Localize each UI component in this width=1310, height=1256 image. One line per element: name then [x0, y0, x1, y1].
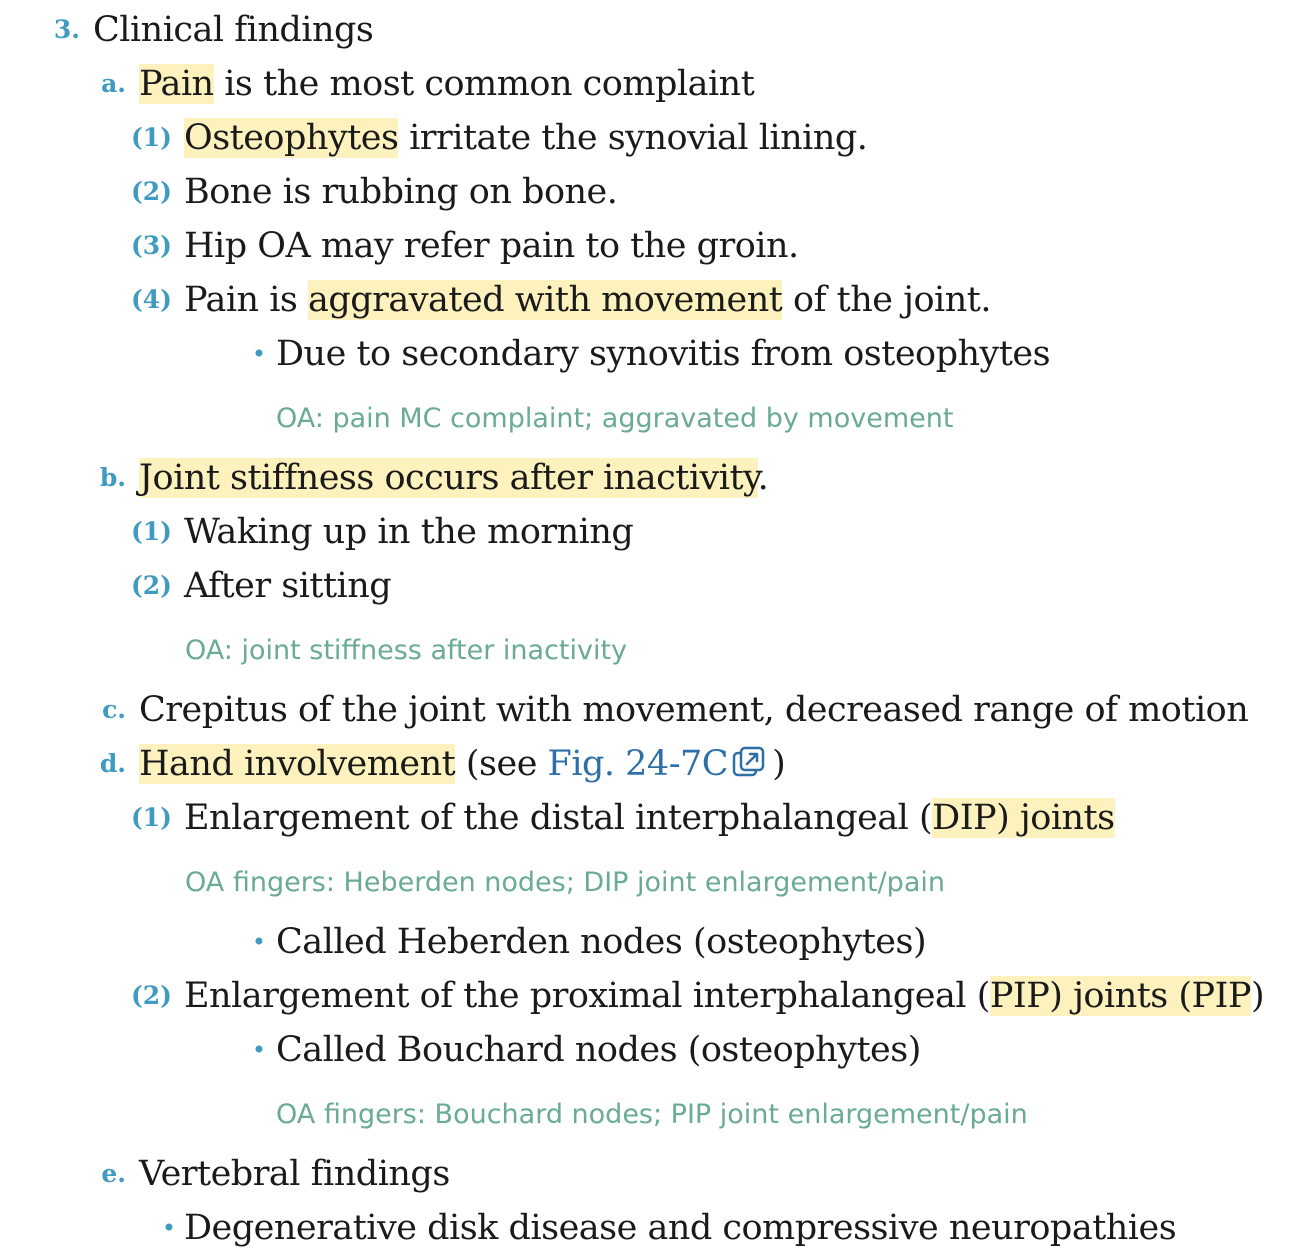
item-text: Crepitus of the joint with movement, decreased range of motion: [139, 690, 1249, 730]
item-marker: c.: [102, 695, 126, 724]
external-link-icon[interactable]: [732, 742, 766, 792]
highlight: Hand involvement: [139, 744, 456, 784]
sub-marker: (2): [130, 177, 172, 206]
bullet-icon: •: [251, 340, 266, 368]
item-marker: d.: [99, 749, 126, 778]
bullet-text: Due to secondary synovitis from osteophytes: [276, 334, 1051, 374]
item-text: Vertebral findings: [139, 1154, 450, 1194]
item-text: Hand involvement (see Fig. 24-7C ): [139, 739, 785, 792]
sub-text: Bone is rubbing on bone.: [184, 172, 618, 212]
sub-marker: (2): [130, 981, 172, 1010]
highlight: Joint stiffness occurs after inactivity: [139, 458, 758, 498]
sub-text: Hip OA may refer pain to the groin.: [184, 226, 799, 266]
bullet-icon: •: [251, 1036, 266, 1064]
highlight: Osteophytes: [184, 118, 399, 158]
bullet-text: Called Heberden nodes (osteophytes): [276, 922, 927, 962]
item-text: Pain is the most common complaint: [139, 64, 755, 104]
sub-marker: (2): [130, 571, 172, 600]
item-marker: b.: [99, 463, 126, 492]
sub-marker: (4): [130, 285, 172, 314]
sub-text: Enlargement of the distal interphalangeal (DIP) joints: [184, 798, 1115, 838]
sub-marker: (1): [130, 123, 172, 152]
section-title: Clinical findings: [93, 10, 374, 50]
figure-link[interactable]: Fig. 24-7C: [547, 744, 729, 784]
bullet-text: Called Bouchard nodes (osteophytes): [276, 1030, 921, 1070]
item-text: Joint stiffness occurs after inactivity.: [139, 458, 769, 498]
sub-text: Pain is aggravated with movement of the joint.: [184, 280, 991, 320]
sub-text: Osteophytes irritate the synovial lining.: [184, 118, 868, 158]
highlight: aggravated with movement: [308, 280, 783, 320]
sub-marker: (1): [130, 517, 172, 546]
item-marker: e.: [101, 1159, 126, 1188]
mnemonic-note: OA: joint stiffness after inactivity: [185, 635, 628, 666]
mnemonic-note: OA: pain MC complaint; aggravated by movement: [276, 403, 954, 434]
mnemonic-note: OA fingers: Bouchard nodes; PIP joint enlargement/pain: [276, 1099, 1028, 1130]
item-marker: a.: [101, 69, 126, 98]
bullet-icon: •: [161, 1214, 176, 1242]
highlight: Pain: [139, 64, 214, 104]
section-number: 3.: [53, 15, 80, 44]
sub-marker: (1): [130, 803, 172, 832]
highlight: DIP) joints: [932, 798, 1115, 838]
mnemonic-note: OA fingers: Heberden nodes; DIP joint enlargement/pain: [185, 867, 945, 898]
sub-marker: (3): [130, 231, 172, 260]
highlight: PIP) joints (PIP: [989, 976, 1251, 1016]
sub-text: After sitting: [184, 566, 392, 606]
sub-text: Enlargement of the proximal interphalangeal (PIP) joints (PIP): [184, 976, 1265, 1016]
bullet-text: Degenerative disk disease and compressive neuropathies: [184, 1208, 1177, 1248]
sub-text: Waking up in the morning: [184, 512, 634, 552]
bullet-icon: •: [251, 928, 266, 956]
